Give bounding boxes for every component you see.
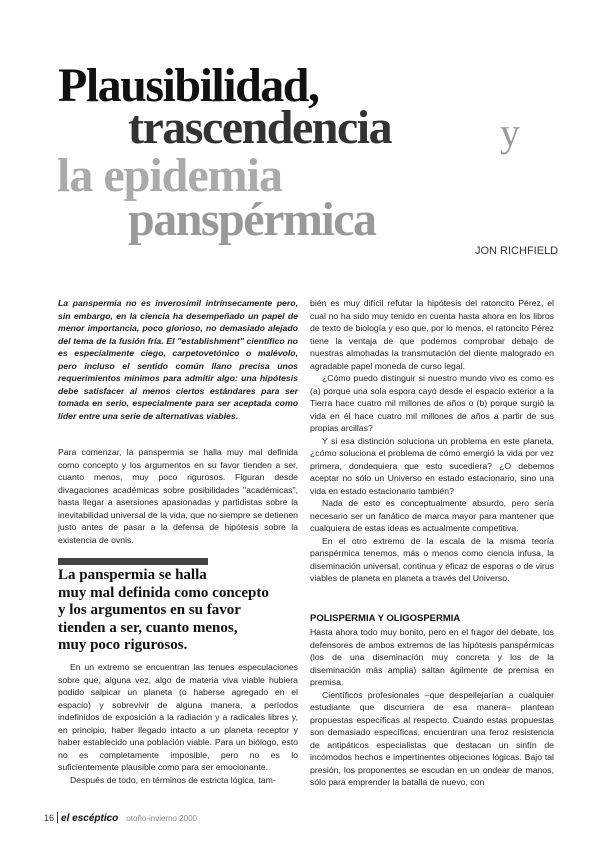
lead-paragraph: [58, 297, 298, 422]
pullquote-line: La panspermia se halla: [58, 567, 207, 583]
pullquote-line: y los argumentos en su favor: [58, 602, 241, 618]
section-subheading: POLISPERMIA Y OLIGOSPERMIA: [310, 613, 461, 624]
title-line-2: trascendencia: [128, 101, 392, 154]
column-2-bottom: [310, 626, 554, 789]
pullquote-line: muy mal definida como concepto: [58, 584, 269, 601]
magazine-name: el escéptico: [61, 813, 119, 824]
paragraph: Nada de esto es conceptualmente absurdo, pero sería necesario ser un fanático de marca mayor para mantener que cualquiera de estas ideas es actualmente competitiva.: [310, 498, 554, 533]
pullquote-line: muy poco rigurosos.: [58, 637, 188, 653]
author-byline: JON RICHFIELD: [475, 245, 559, 257]
paragraph: Después de todo, en términos de estricta lógica, tam-: [70, 774, 276, 785]
title-line-1: Plausibilidad,: [58, 59, 319, 112]
title-line-4: panspérmica: [128, 193, 376, 246]
column-2-top: [310, 297, 554, 585]
paragraph: ¿Cómo puedo distinguir si nuestro mundo vivo es como es (a) porque una sola espora cayó desde el espacio exterior a la Tierra hace cuatro mil millones de años o (b) porque surgió la vida en él hace cuatro mil millones de años a partir de sus propias arcillas?: [310, 373, 554, 433]
paragraph: Científicos profesionales –que despellejarían a cualquier estudiante que discurriera de esa manera– plantean propuestas específicas al respecto. Cuando estas propuestas son demasiado específicas, encuentran una feroz resistencia de antipáticos especialistas que destacan un sinfín de incómodos hechos e impertinentes objeciones lógicas. Bajo tal presión, los proponentes se escudan en un ondear de manos, sólo para emprender la batalla de nuevo, con: [310, 689, 554, 787]
title-line-2-conjunction: y: [500, 110, 520, 155]
paragraph: Hasta ahora todo muy bonito, pero en el fragor del debate, los defensores de ambos extremos de las hipótesis panspérmicas (los de una diseminación muy concreta y los de la diseminación más amplia) saltan ágilmente de premisa en premisa.: [310, 627, 554, 687]
pullquote-rule: [58, 558, 208, 565]
pullquote-line: tienden a ser, cuanto menos,: [58, 619, 238, 636]
pullquote: [58, 567, 298, 655]
footer-divider: [57, 812, 58, 823]
issue-label: otoño-invierno 2000: [126, 814, 197, 823]
paragraph: Para comenzar, la panspermia se halla muy mal definida como concepto y los argumentos en su favor tienden a ser, cuanto menos, muy poco rigurosos. Figuran desde divagaciones académicas sobre posibilidades "académicas", hasta llegar a asersiones apasionadas y partidistas sobre la inevitabilidad universal de la vida, que no siempre se detienen justo antes de pasar a la defensa de hipótesis sobre la existencia de ovnis.: [58, 447, 298, 545]
lead-text: La panspermia no es inverosímil intrínsecamente pero, sin embargo, en la ciencia ha desempeñado un papel de menor importancia, poco glorioso, no demasiado alejado del tema de la fusión fría. El "establishment" científico no es especialmente ciego, carpetovetónico o malévolo, pero incluso el sentido común llano precisa unos requerimientos mínimos para admitir algo: una hipótesis debe satisfacer al menos ciertos estándares para ser tomada en serio, especialmente para ser aceptada como líder entre una serie de alternativas viables.: [58, 298, 298, 421]
column-1-bottom: [58, 661, 298, 786]
paragraph: Y si esa distinción soluciona un problema en este planeta, ¿cómo soluciona el problema de cómo emergió la vida por vez primera, dondequiera que esto sucediera? ¿O debemos aceptar no sólo un Universo en estado estacionario, sino una vida en estado estacionario también?: [310, 435, 554, 496]
page-number: 16: [44, 813, 55, 823]
title-line-3: la epidemia: [57, 149, 282, 202]
page-footer: [44, 812, 197, 824]
paragraph: En el otro extremo de la escala de la misma teoría panspérmica tenemos, más o menos como ciencia infusa, la diseminación universal, continua y eficaz de esporas o de virus viables de planeta en planeta a través del Universo.: [310, 535, 554, 583]
paragraph: bién es muy difícil refutar la hipótesis del ratoncito Pérez, el cual no ha sido muy tenido en cuenta hasta ahora en los libros de texto de biología y eso que, por lo menos, el ratoncito Pérez tiene la ventaja de que podemos comprobar debajo de nuestras almohadas la transmutación del diente malogrado en agradable papel moneda de curso legal.: [310, 298, 554, 371]
column-1-top: [58, 446, 298, 546]
paragraph: En un extremo se encuentran las tenues especulaciones sobre que, alguna vez, algo de materia viva viable hubiera podido salpicar un planeta (o haberse agregado en el espacio) y sobrevivir de alguna manera, a períodos indefinidos de exposición a la radiación y a radicales libres y, en principio, haber llegado intacto a un planeta receptor y haber establecido una población viable. Para un biólogo, esto no es completamente imposible, pero no es lo suficientemente plausible como para ser emocionante.: [58, 662, 298, 772]
